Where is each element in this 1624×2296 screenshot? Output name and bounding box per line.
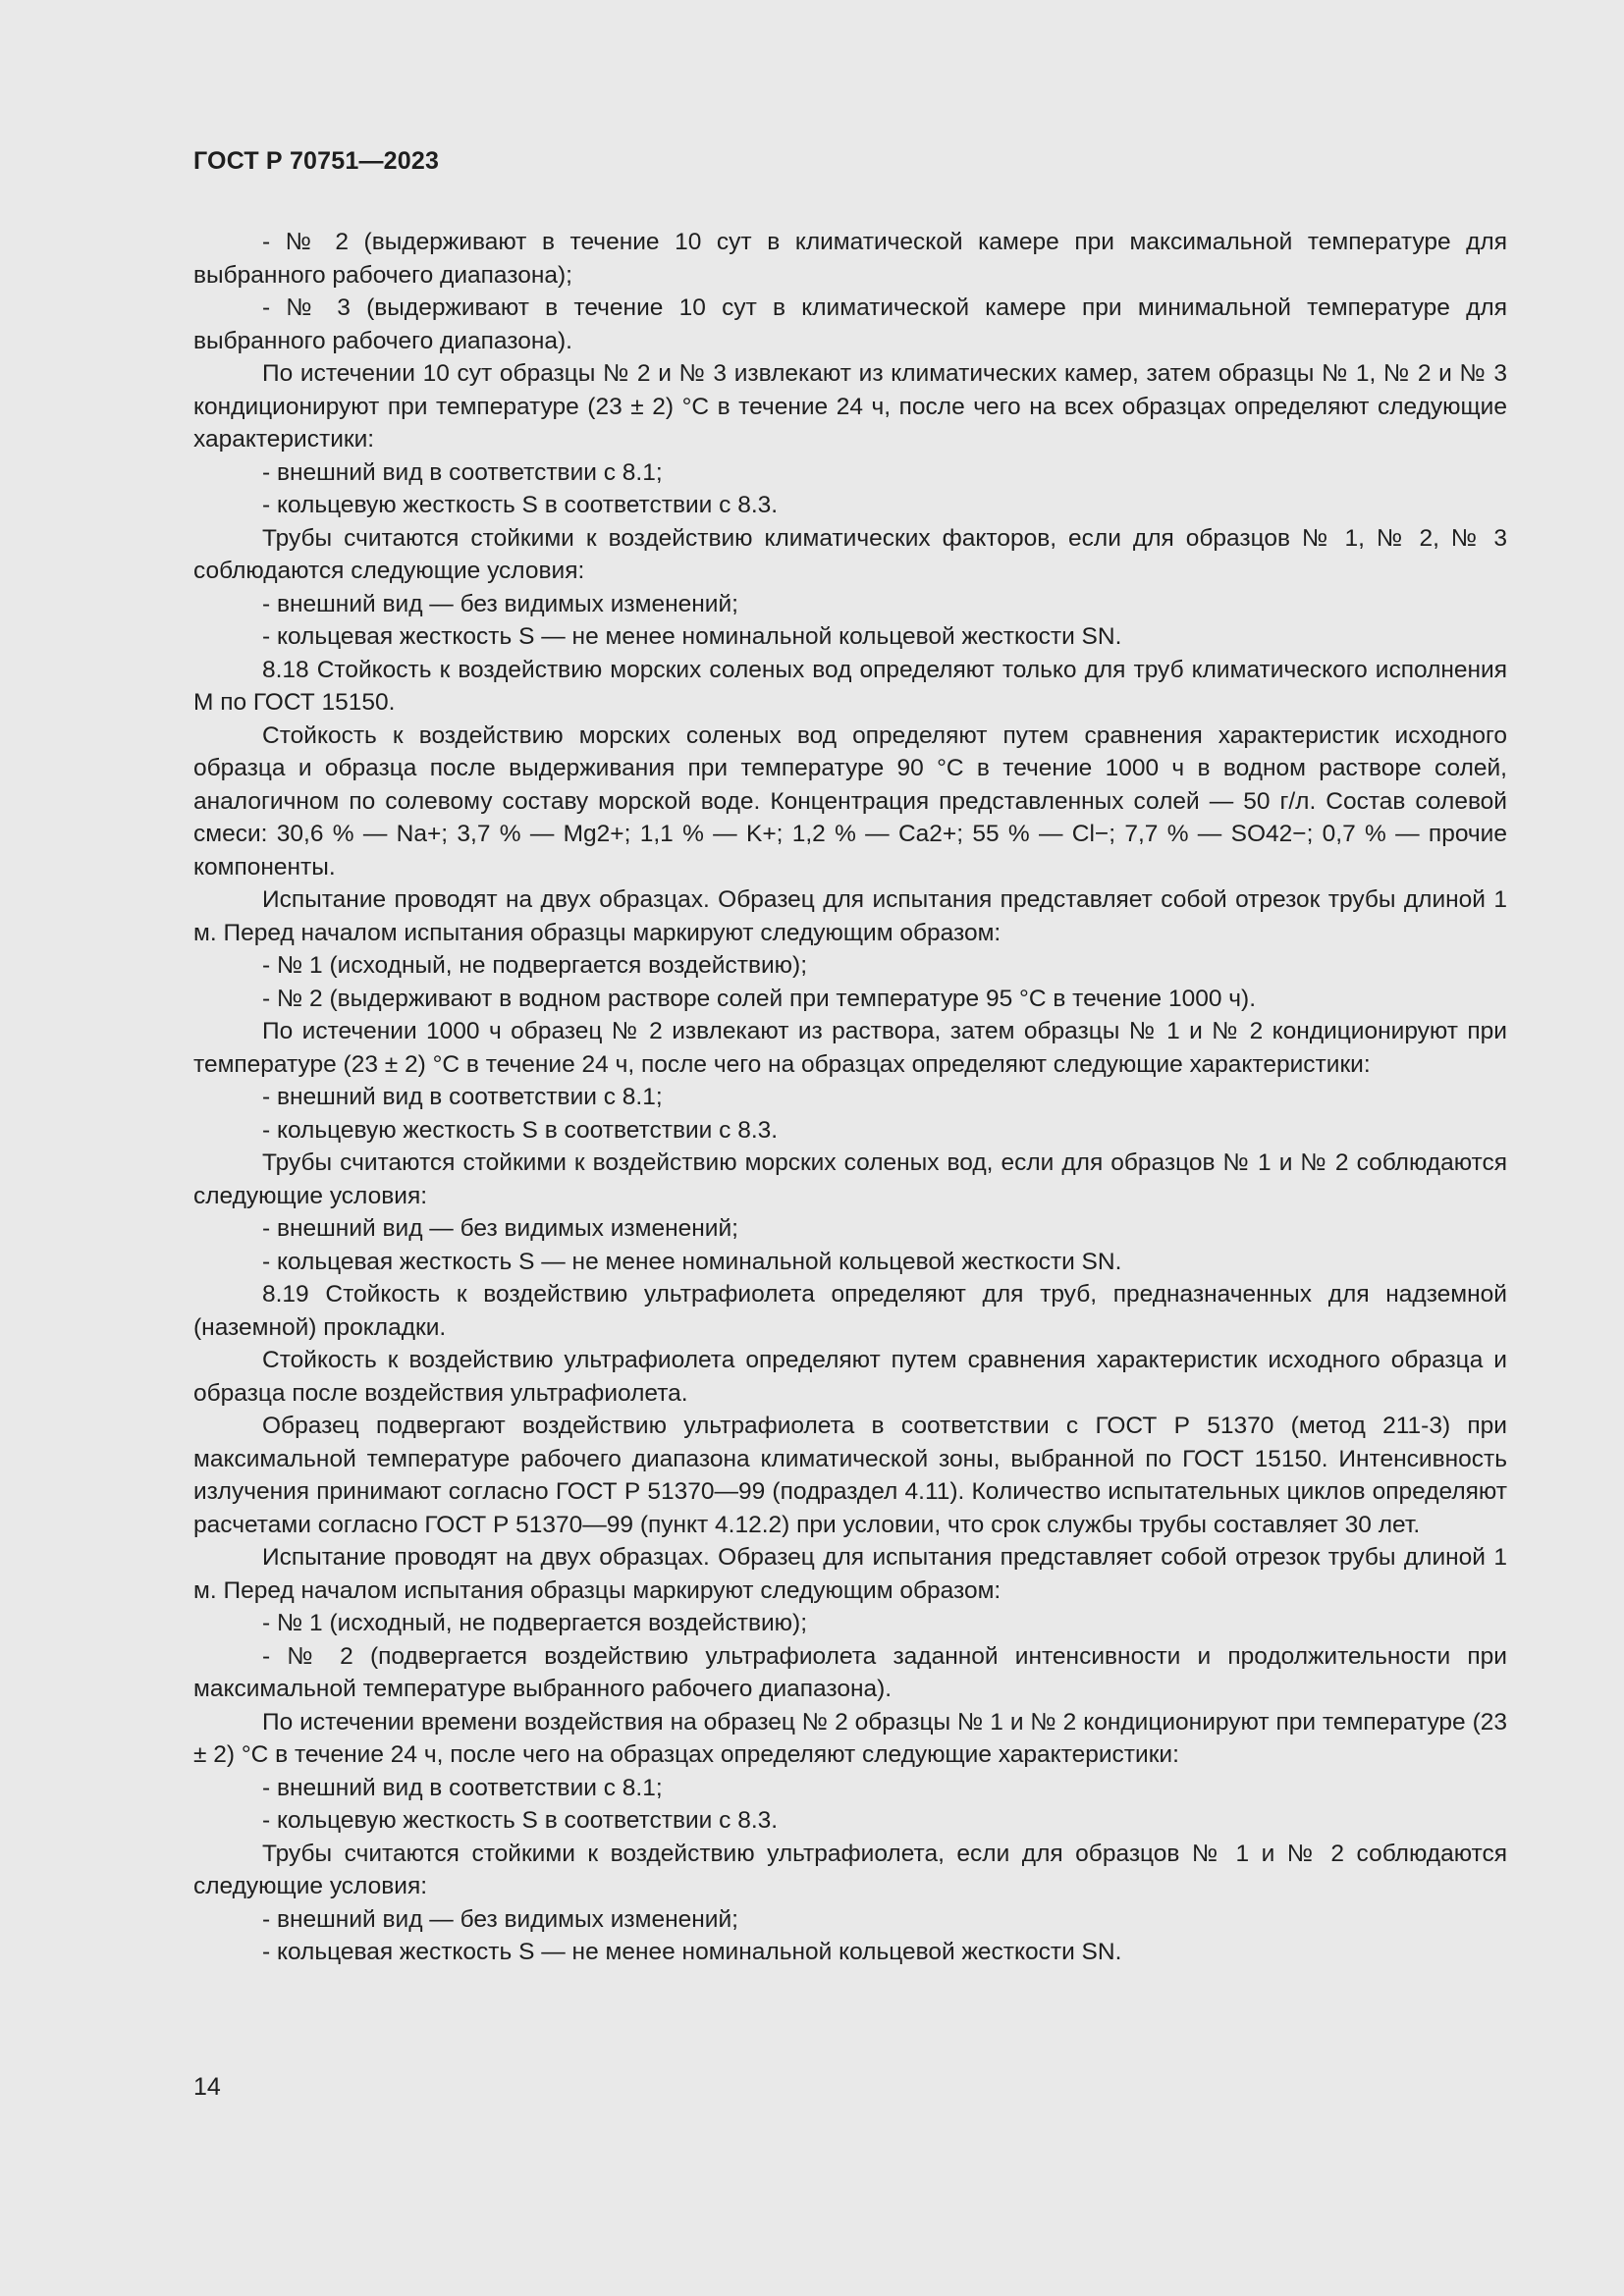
document-header: ГОСТ Р 70751—2023 — [193, 147, 440, 175]
paragraph: Трубы считаются стойкими к воздействию климатических факторов, если для образцов № 1, № 2, № 3 соблюдаются следующие условия: — [193, 524, 1507, 584]
paragraph: - внешний вид — без видимых изменений; — [262, 1215, 738, 1242]
paragraph: - кольцевую жесткость S в соответствии с 8.3. — [262, 1116, 779, 1144]
paragraph: - внешний вид в соответствии с 8.1; — [262, 1084, 663, 1110]
paragraph: По истечении времени воздействия на образец № 2 образцы № 1 и № 2 кондиционируют при температуре (23 ± 2) °С в течение 24 ч, после чего на образцах определяют следующие характеристики: — [193, 1708, 1507, 1768]
paragraph: - № 1 (исходный, не подвергается воздействию); — [262, 952, 807, 979]
paragraph: - кольцевая жесткость S — не менее номинальной кольцевой жесткости SN. — [262, 1248, 1122, 1275]
paragraph: - внешний вид — без видимых изменений; — [262, 1905, 738, 1933]
paragraph: - № 2 (выдерживают в водном растворе солей при температуре 95 °С в течение 1000 ч). — [262, 985, 1257, 1012]
paragraph: - кольцевая жесткость S — не менее номинальной кольцевой жесткости SN. — [262, 623, 1122, 650]
paragraph: Образец подвергают воздействию ультрафиолета в соответствии с ГОСТ Р 51370 (метод 211-3) при максимальной температуре рабочего диапазона климатической зоны, выбранной по ГОСТ 15150. Интенсивность излучения принимают согласно ГОСТ Р 51370—99 (подраздел 4.11). Количество испытательных циклов определяют расчетами согласно ГОСТ Р 51370—99 (пункт 4.12.2) при условии, что срок службы трубы составляет 30 лет. — [193, 1413, 1507, 1538]
paragraph: По истечении 10 сут образцы № 2 и № 3 извлекают из климатических камер, затем образцы № 1, № 2 и № 3 кондиционируют при температуре (23 ± 2) °С в течение 24 ч, после чего на всех образцах определяют следующие характеристики: — [193, 360, 1507, 453]
paragraph: - № 3 (выдерживают в течение 10 сут в климатической камере при минимальной температуре для выбранного рабочего диапазона). — [193, 294, 1507, 354]
paragraph: Испытание проводят на двух образцах. Образец для испытания представляет собой отрезок трубы длиной 1 м. Перед началом испытания образцы маркируют следующим образом: — [193, 886, 1507, 946]
paragraph: - кольцевую жесткость S в соответствии с 8.3. — [262, 492, 779, 518]
paragraph: - № 1 (исходный, не подвергается воздействию); — [262, 1610, 807, 1636]
paragraph: - внешний вид в соответствии с 8.1; — [262, 1774, 663, 1801]
paragraph: - № 2 (выдерживают в течение 10 сут в климатической камере при максимальной температуре для выбранного рабочего диапазона); — [193, 229, 1507, 289]
paragraph: - № 2 (подвергается воздействию ультрафиолета заданной интенсивности и продолжительности при максимальной температуре выбранного рабочего диапазона). — [193, 1642, 1507, 1702]
paragraph: - внешний вид — без видимых изменений; — [262, 590, 738, 617]
paragraph: Стойкость к воздействию морских соленых вод определяют путем сравнения характеристик исходного образца и образца после выдерживания при температуре 90 °С в течение 1000 ч в водном растворе солей, аналогичном по солевому составу морской воде. Концентрация представленных солей — 50 г/л. Состав солевой смеси: 30,6 % — Na+; 3,7 % — Mg2+; 1,1 % — K+; 1,2 % — Ca2+; 55 % — Cl−; 7,7 % — SO42−; 0,7 % — прочие компоненты. — [193, 721, 1507, 881]
paragraph: Стойкость к воздействию ультрафиолета определяют путем сравнения характеристик исходного образца и образца после воздействия ультрафиолета. — [193, 1347, 1507, 1407]
paragraph: - кольцевая жесткость S — не менее номинальной кольцевой жесткости SN. — [262, 1939, 1122, 1965]
paragraph: Испытание проводят на двух образцах. Образец для испытания представляет собой отрезок трубы длиной 1 м. Перед началом испытания образцы маркируют следующим образом: — [193, 1544, 1507, 1604]
paragraph: Трубы считаются стойкими к воздействию ультрафиолета, если для образцов № 1 и № 2 соблюдаются следующие условия: — [193, 1840, 1507, 1899]
paragraph: Трубы считаются стойкими к воздействию морских соленых вод, если для образцов № 1 и № 2 соблюдаются следующие условия: — [193, 1149, 1507, 1209]
document-body — [193, 226, 1507, 1969]
paragraph: 8.19 Стойкость к воздействию ультрафиолета определяют для труб, предназначенных для надземной (наземной) прокладки. — [193, 1281, 1507, 1341]
paragraph: - кольцевую жесткость S в соответствии с 8.3. — [262, 1807, 779, 1834]
page-number: 14 — [193, 2073, 221, 2101]
paragraph: По истечении 1000 ч образец № 2 извлекают из раствора, затем образцы № 1 и № 2 кондиционируют при температуре (23 ± 2) °С в течение 24 ч, после чего на образцах определяют следующие характеристики: — [193, 1018, 1507, 1078]
paragraph: - внешний вид в соответствии с 8.1; — [262, 458, 663, 486]
paragraph: 8.18 Стойкость к воздействию морских соленых вод определяют только для труб климатического исполнения М по ГОСТ 15150. — [193, 656, 1507, 716]
